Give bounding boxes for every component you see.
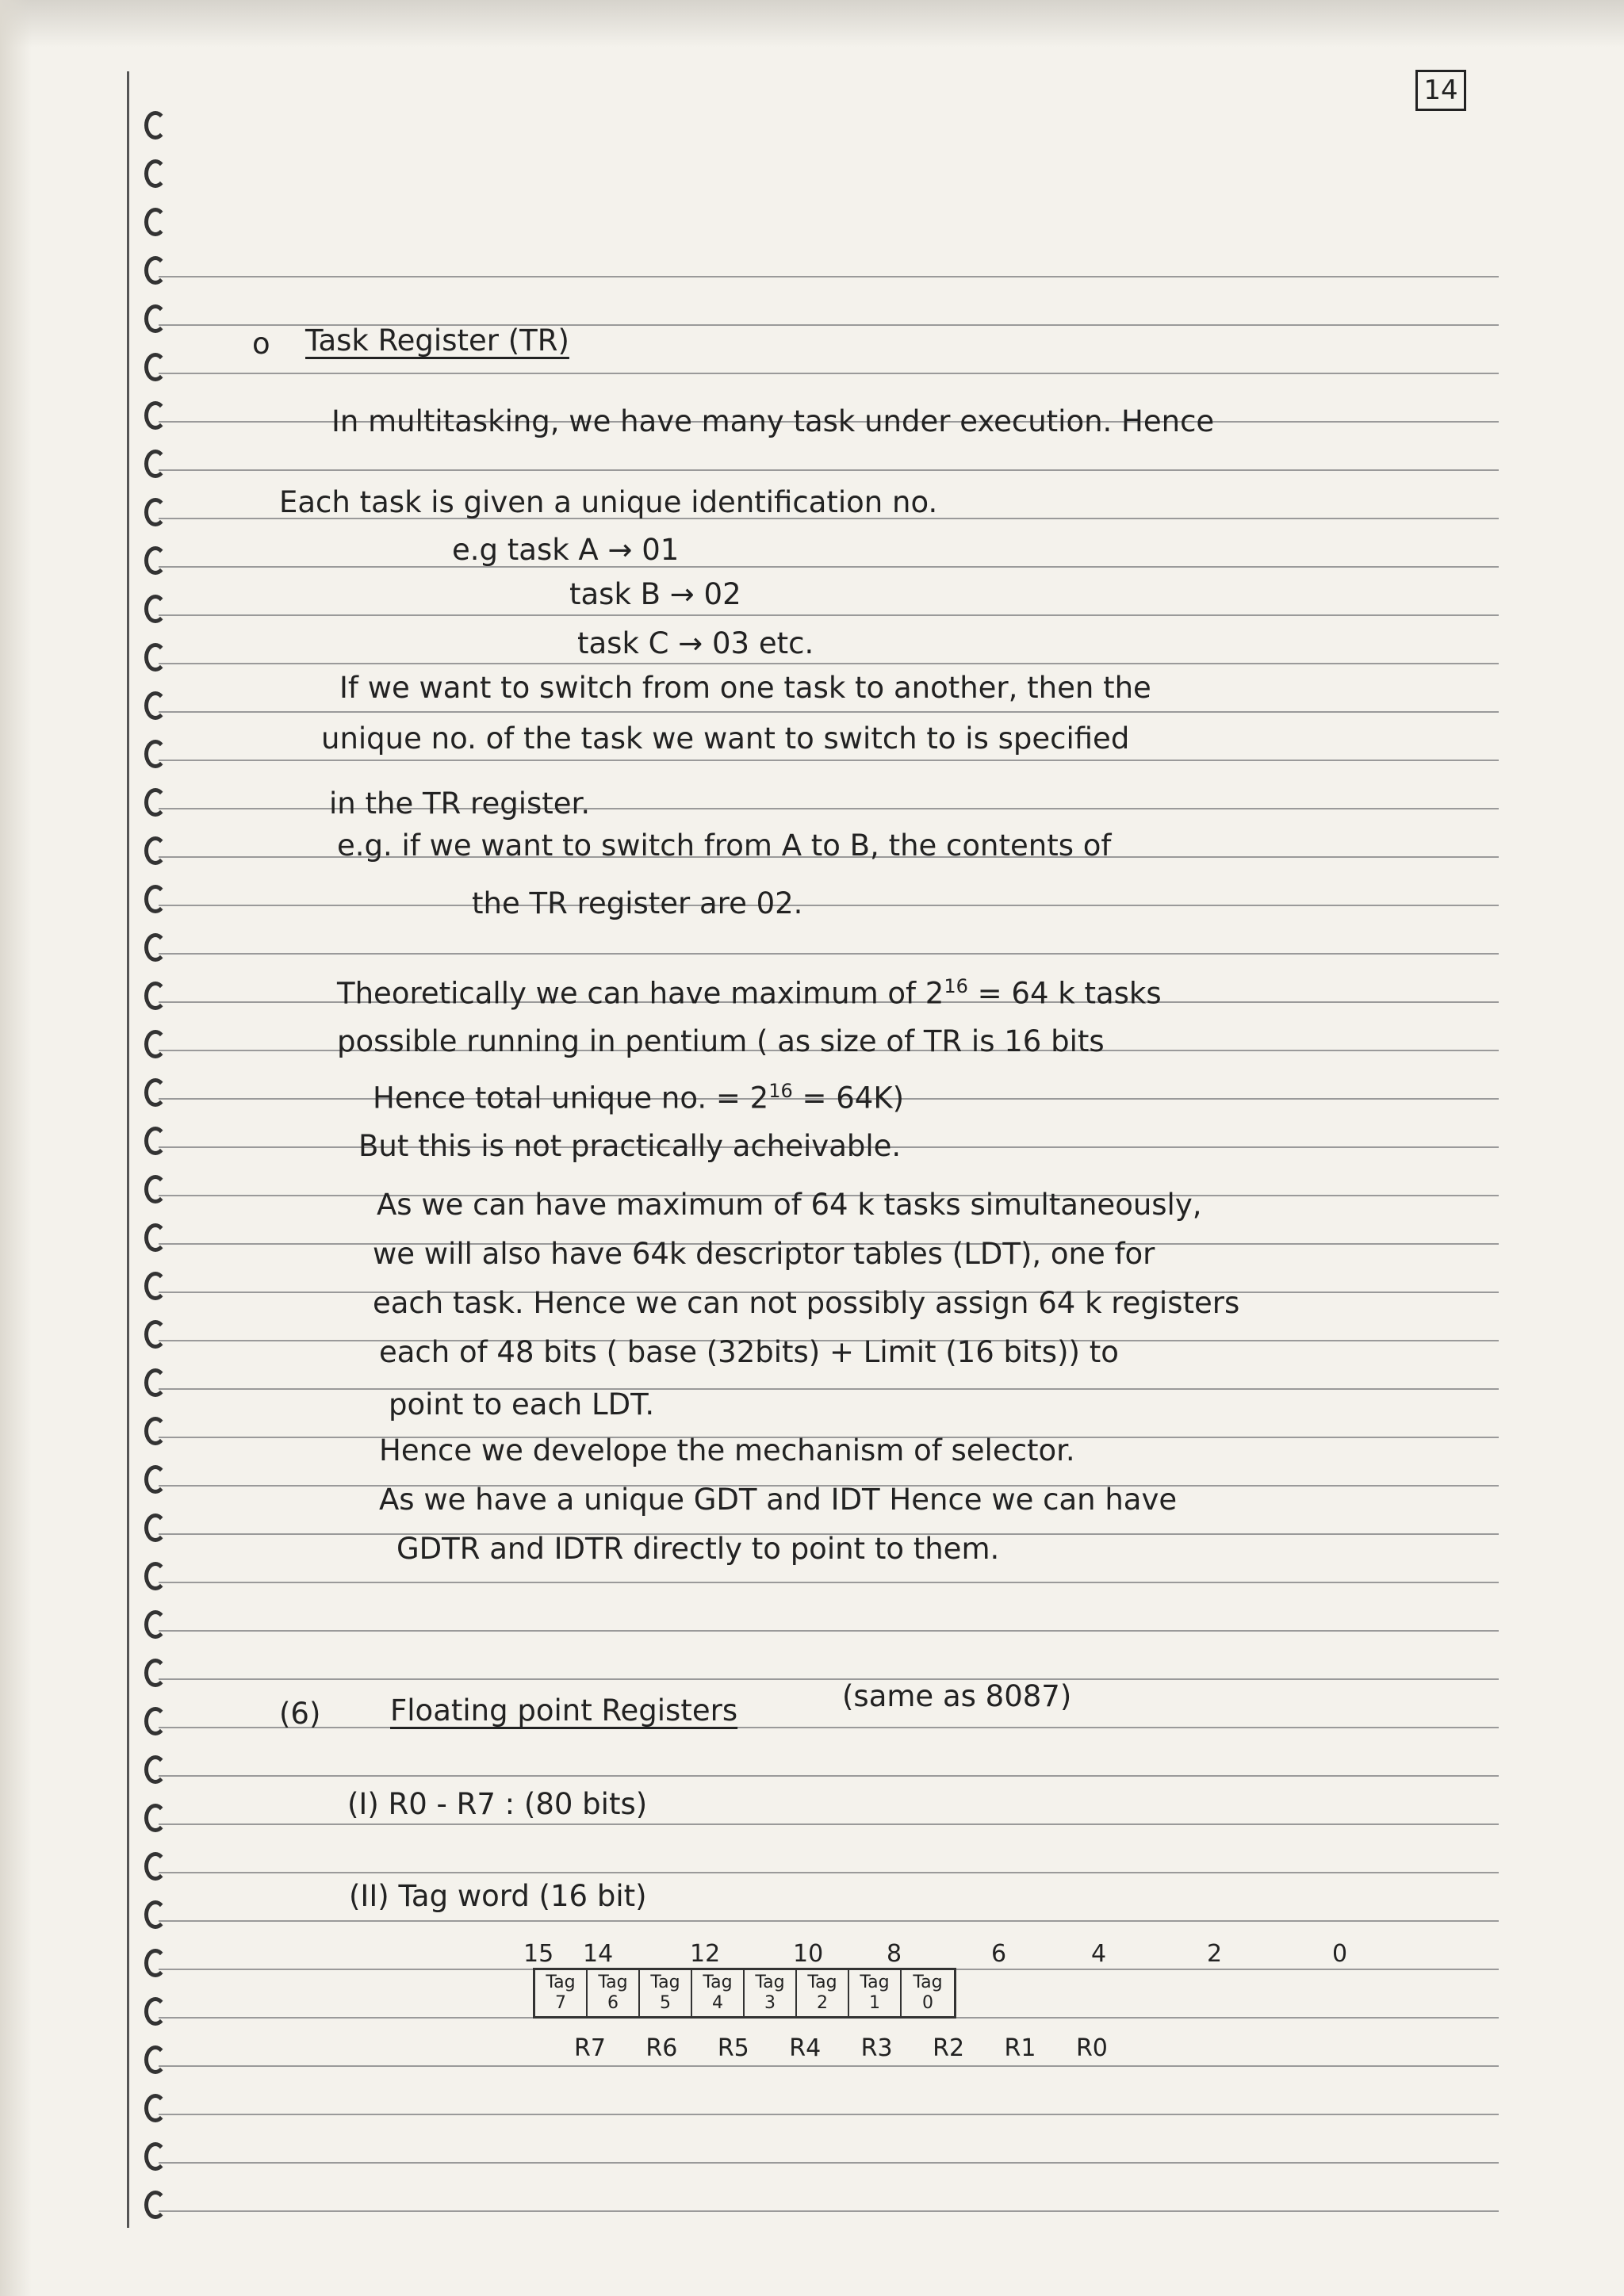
spiral-ring: [144, 2045, 167, 2074]
text-line: Hence we develope the mechanism of selector.: [379, 1433, 1075, 1468]
theory-text-end: = 64 k tasks: [967, 976, 1162, 1011]
spiral-ring: [144, 1562, 167, 1590]
text-line: possible running in pentium ( as size of TR is 16 bits: [337, 1024, 1105, 1058]
text-line: the TR register are 02.: [472, 886, 803, 920]
tag-cell-label: Tag: [913, 1973, 943, 1992]
register-label: R7: [574, 2034, 606, 2062]
section-heading-floating-point: Floating point Registers: [390, 1693, 738, 1728]
text-line: each task. Hence we can not possibly assign 64 k registers: [373, 1286, 1240, 1320]
tag-cell-index: 1: [869, 1993, 880, 2013]
ruled-line: [159, 1582, 1499, 1583]
ruled-line: [159, 663, 1499, 664]
tag-word-table: [533, 1968, 956, 2019]
spiral-ring: [144, 2094, 167, 2122]
hence-text: Hence total unique no. = 2: [373, 1081, 769, 1115]
spiral-ring: [144, 836, 167, 865]
text-line: As we have a unique GDT and IDT Hence we can have: [379, 1483, 1178, 1517]
ruled-line: [159, 1920, 1499, 1922]
spiral-ring: [144, 1223, 167, 1252]
tag-cell-label: Tag: [755, 1973, 785, 1992]
spiral-ring: [144, 740, 167, 768]
bit-number: 8: [887, 1940, 902, 1968]
ruled-line: [159, 373, 1499, 374]
bit-number: 12: [690, 1940, 721, 1968]
text-line-hence: [373, 1080, 904, 1115]
spiral-ring: [144, 2142, 167, 2171]
ruled-line: [159, 2162, 1499, 2164]
spiral-ring: [144, 691, 167, 720]
scan-edge-shadow: [0, 0, 1624, 48]
tag-cell-label: Tag: [546, 1973, 576, 1992]
spiral-ring: [144, 256, 167, 285]
spiral-ring: [144, 1949, 167, 1977]
section-heading-task-register: Task Register (TR): [305, 323, 569, 358]
tag-cell-label: Tag: [860, 1973, 890, 1992]
tag-cell-index: 5: [660, 1993, 671, 2013]
ruled-line: [159, 1727, 1499, 1728]
spiral-ring: [144, 2191, 167, 2219]
spiral-ring: [144, 982, 167, 1010]
tag-cell-index: 0: [922, 1993, 933, 2013]
bit-number: 2: [1207, 1940, 1223, 1968]
spiral-ring: [144, 885, 167, 913]
ruled-line: [159, 276, 1499, 277]
spiral-ring: [144, 1078, 167, 1107]
ruled-line: [159, 2210, 1499, 2212]
text-line: In multitasking, we have many task under execution. Hence: [331, 404, 1215, 438]
ruled-line: [159, 614, 1499, 616]
tag-cell: [640, 1970, 692, 2016]
ruled-line: [159, 566, 1499, 568]
spiral-ring: [144, 304, 167, 333]
text-line: task C → 03 etc.: [577, 626, 814, 660]
spiral-ring: [144, 1127, 167, 1155]
bit-number: 6: [991, 1940, 1007, 1968]
text-line: unique no. of the task we want to switch to is specified: [321, 721, 1130, 756]
spiral-ring: [144, 788, 167, 817]
register-label: R0: [1075, 2034, 1108, 2062]
spiral-ring: [144, 498, 167, 526]
spiral-ring: [144, 111, 167, 140]
ruled-line: [159, 1630, 1499, 1632]
tag-cell: [902, 1970, 954, 2016]
text-line: If we want to switch from one task to another, then the: [339, 671, 1151, 705]
register-label: R1: [1004, 2034, 1036, 2062]
register-label: R3: [860, 2034, 893, 2062]
ruled-line: [159, 1388, 1499, 1390]
spiral-ring: [144, 1030, 167, 1058]
spiral-ring: [144, 1320, 167, 1349]
tag-cell-label: Tag: [598, 1973, 628, 1992]
text-line: e.g task A → 01: [452, 533, 680, 567]
text-line: point to each LDT.: [389, 1387, 655, 1422]
spiral-ring: [144, 1900, 167, 1929]
tag-cell: [745, 1970, 797, 2016]
spiral-ring: [144, 450, 167, 478]
tag-cell-index: 6: [607, 1993, 619, 2013]
spiral-ring: [144, 208, 167, 236]
spiral-ring: [144, 595, 167, 623]
tag-cell-label: Tag: [703, 1973, 733, 1992]
hence-text-end: = 64K): [792, 1081, 905, 1115]
text-line: Each task is given a unique identification no.: [279, 485, 938, 519]
ruled-line: [159, 1872, 1499, 1873]
tag-cell-index: 3: [764, 1993, 776, 2013]
tag-cell-index: 7: [555, 1993, 566, 2013]
spiral-ring: [144, 1368, 167, 1397]
text-line-theory: [337, 975, 1162, 1010]
spiral-ring: [144, 1513, 167, 1542]
margin-line: [127, 71, 129, 2228]
text-line: e.g. if we want to switch from A to B, the contents of: [337, 828, 1112, 863]
text-line: task B → 02: [569, 577, 741, 611]
spiral-ring: [144, 1997, 167, 2026]
ruled-line: [159, 905, 1499, 906]
spiral-ring: [144, 401, 167, 430]
spiral-ring: [144, 1659, 167, 1687]
heading-bullet: o: [252, 327, 270, 361]
spiral-ring: [144, 1272, 167, 1300]
ruled-line: [159, 1775, 1499, 1777]
tag-cell: [849, 1970, 902, 2016]
bit-number: 14: [583, 1940, 614, 1968]
tag-cell-index: 2: [817, 1993, 828, 2013]
ruled-line: [159, 469, 1499, 471]
tag-cell: [588, 1970, 640, 2016]
text-line: GDTR and IDTR directly to point to them.: [396, 1532, 1000, 1566]
spiral-ring: [144, 1852, 167, 1881]
spiral-ring: [144, 1417, 167, 1445]
ruled-line: [159, 711, 1499, 713]
text-line: in the TR register.: [329, 786, 591, 821]
list-item: (I) R0 - R7 : (80 bits): [347, 1787, 648, 1821]
bit-number: 10: [793, 1940, 824, 1968]
section-number: (6): [279, 1697, 321, 1731]
register-label: R4: [789, 2034, 822, 2062]
spiral-ring: [144, 933, 167, 962]
tag-cell: [535, 1970, 588, 2016]
register-label: R5: [717, 2034, 749, 2062]
spiral-ring: [144, 1707, 167, 1735]
tag-cell-index: 4: [712, 1993, 723, 2013]
bit-number: 4: [1091, 1940, 1107, 1968]
tag-cell: [692, 1970, 745, 2016]
ruled-line: [159, 760, 1499, 761]
text-line: each of 48 bits ( base (32bits) + Limit (16 bits)) to: [379, 1335, 1119, 1369]
theory-text: Theoretically we can have maximum of 2: [337, 976, 944, 1011]
bit-number: 15: [523, 1940, 554, 1968]
spiral-ring: [144, 159, 167, 188]
ruled-line: [159, 2065, 1499, 2067]
spiral-ring: [144, 353, 167, 381]
spiral-ring: [144, 1755, 167, 1784]
spiral-ring: [144, 1465, 167, 1494]
hence-exponent: 16: [768, 1080, 793, 1102]
text-line: But this is not practically acheivable.: [358, 1129, 902, 1163]
tag-cell-label: Tag: [807, 1973, 837, 1992]
list-item: (II) Tag word (16 bit): [349, 1879, 647, 1913]
spiral-ring: [144, 643, 167, 672]
spiral-ring: [144, 546, 167, 575]
bit-number: 0: [1332, 1940, 1348, 1968]
ruled-line: [159, 2114, 1499, 2115]
spiral-ring: [144, 1804, 167, 1832]
theory-exponent: 16: [944, 975, 968, 997]
tag-cell: [797, 1970, 849, 2016]
section-note: (same as 8087): [842, 1679, 1072, 1713]
spiral-ring: [144, 1175, 167, 1203]
ruled-line: [159, 1678, 1499, 1680]
ruled-line: [159, 953, 1499, 955]
text-line: As we can have maximum of 64 k tasks simultaneously,: [377, 1188, 1202, 1222]
page-number: 14: [1415, 70, 1466, 111]
register-label: R6: [645, 2034, 678, 2062]
register-label: R2: [933, 2034, 965, 2062]
scan-left-shadow: [0, 0, 32, 2296]
spiral-ring: [144, 1610, 167, 1639]
ruled-line: [159, 1823, 1499, 1825]
text-line: we will also have 64k descriptor tables (LDT), one for: [373, 1237, 1155, 1271]
tag-cell-label: Tag: [650, 1973, 680, 1992]
